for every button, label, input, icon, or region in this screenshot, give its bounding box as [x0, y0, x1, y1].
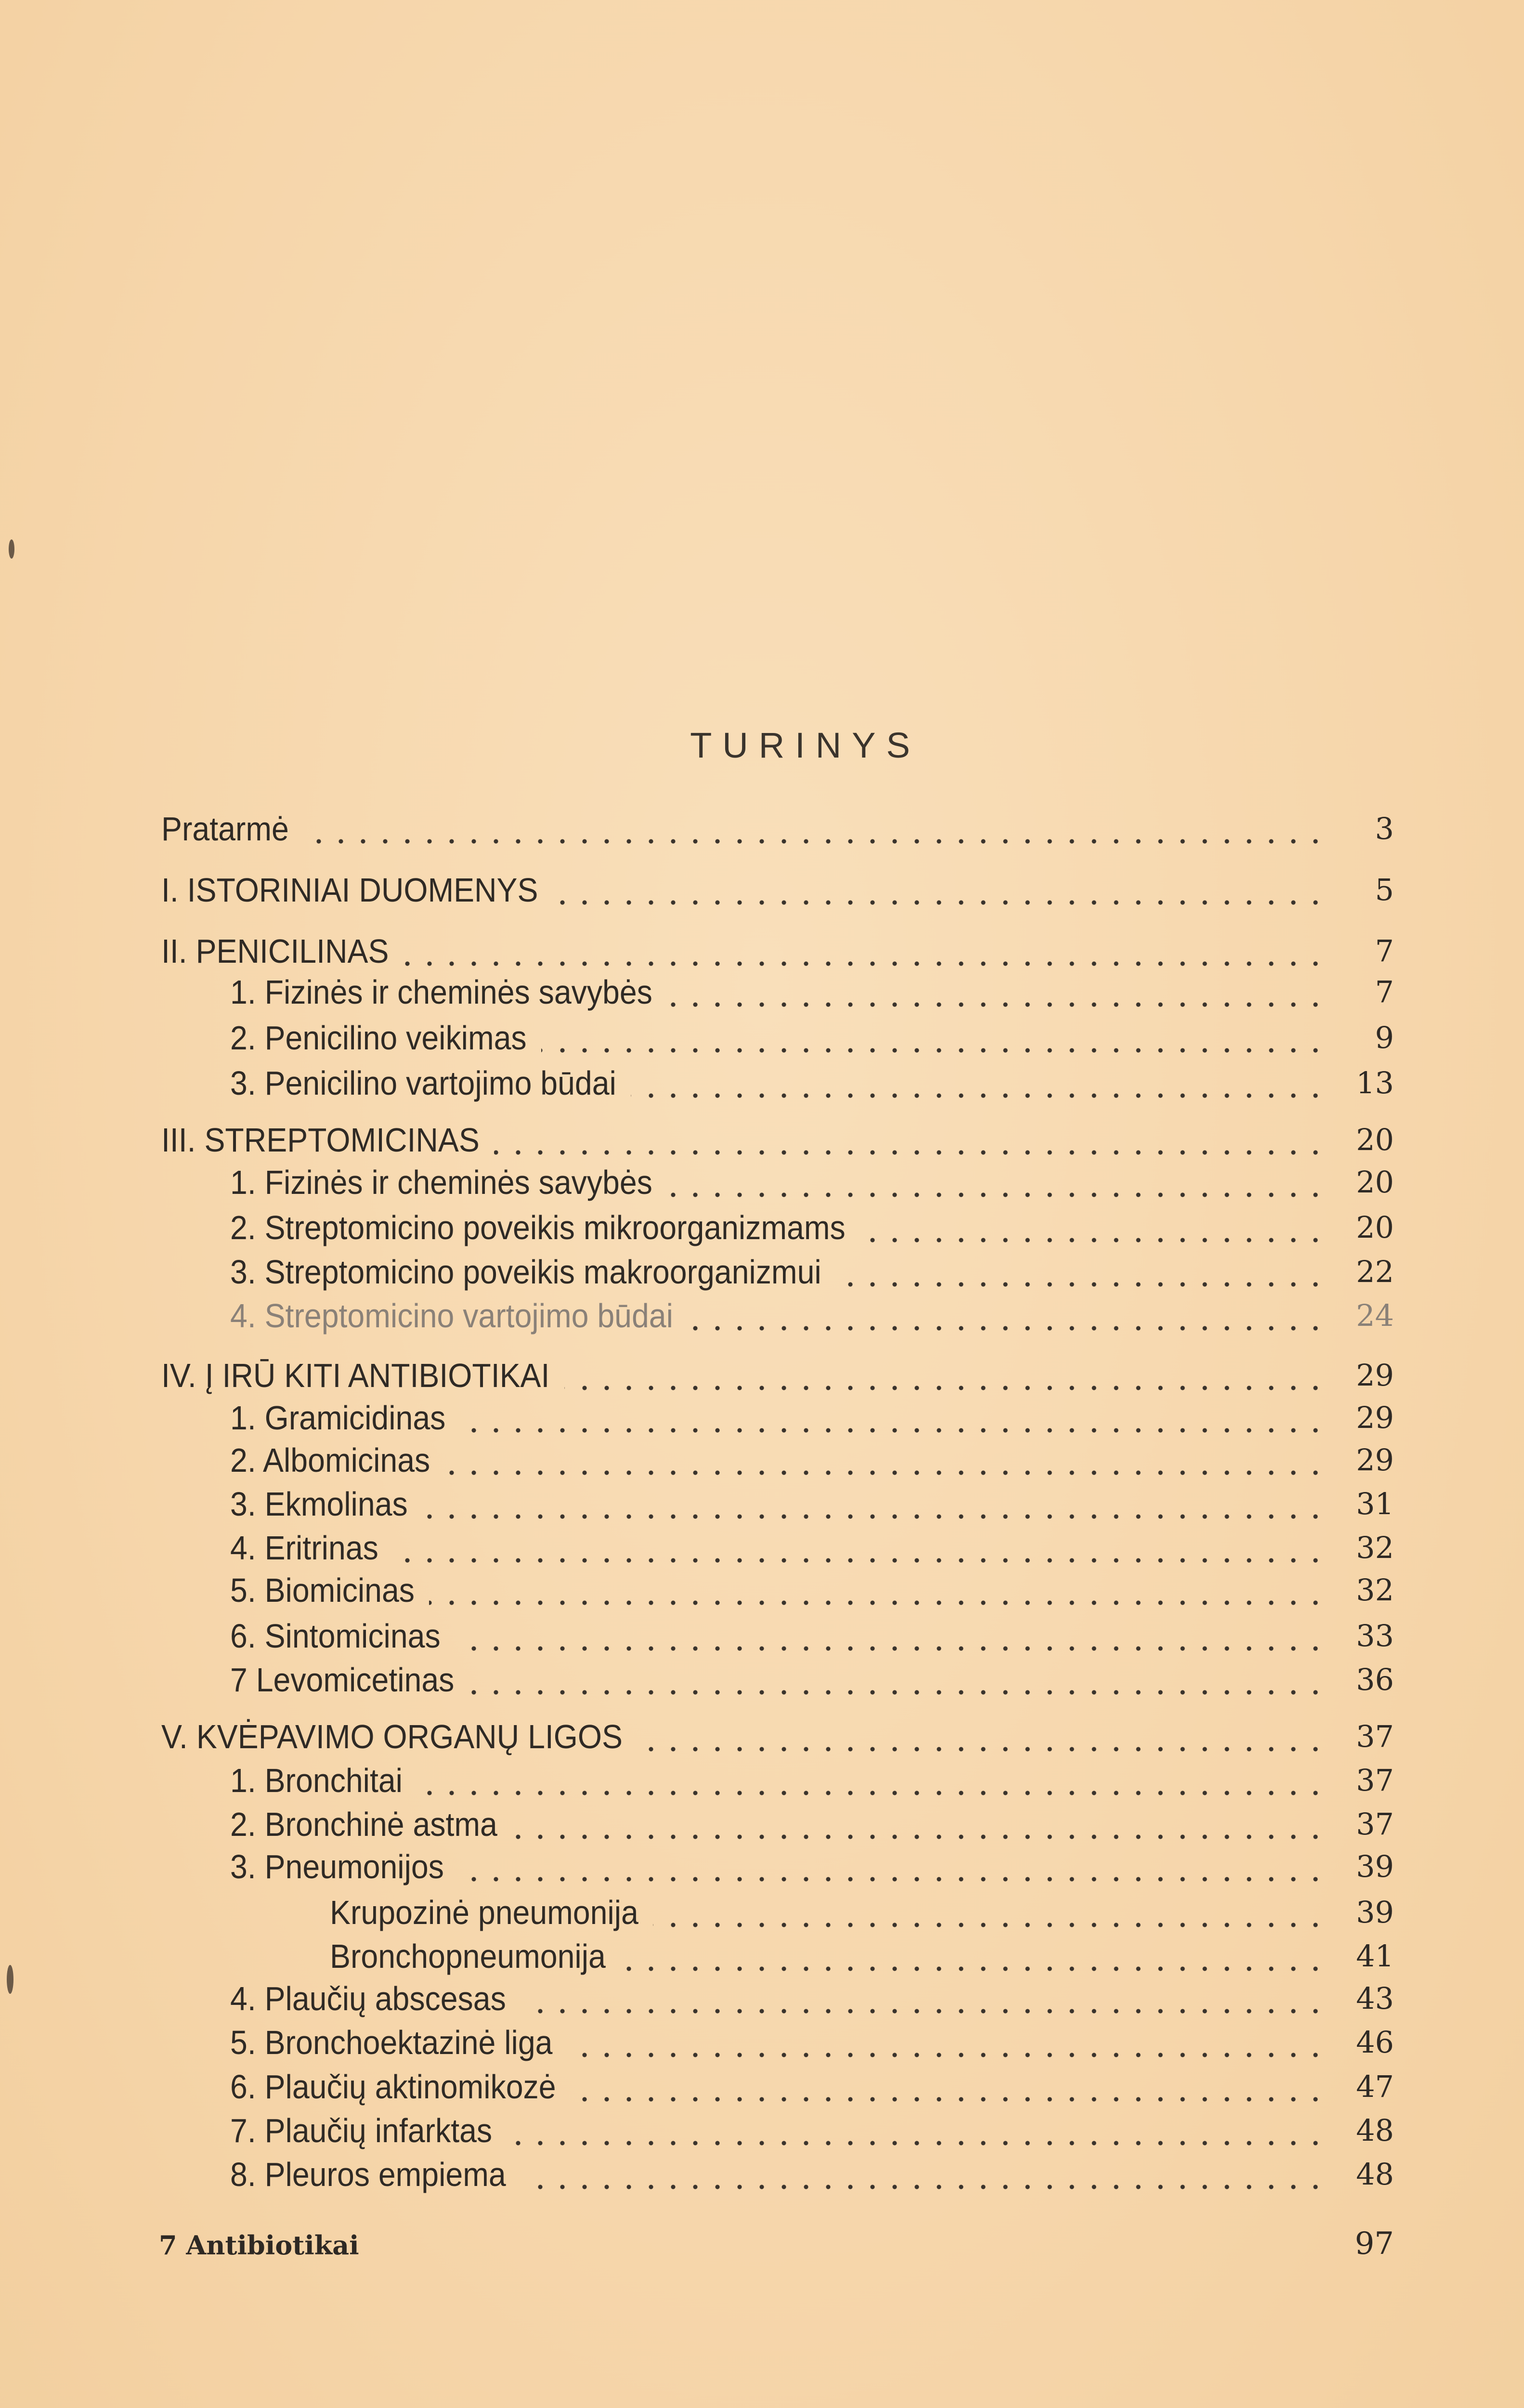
dot-leader	[422, 1482, 1327, 1526]
toc-entry-label: 1. Fizinės ir cheminės savybės	[230, 973, 652, 1011]
dot-leader	[521, 2153, 1327, 2196]
toc-entry-page: 47	[1356, 2069, 1394, 2104]
dot-leader	[564, 1354, 1327, 1397]
toc-entry-label: 1. Gramicidinas	[230, 1399, 446, 1437]
toc-entry	[0, 1759, 1524, 1802]
toc-entry	[0, 1935, 1524, 1978]
toc-entry-label: 4. Plaučių abscesas	[230, 1980, 506, 2017]
toc-entry-page: 37	[1356, 1763, 1394, 1798]
toc-entry	[0, 1250, 1524, 1294]
toc-entry	[0, 1396, 1524, 1440]
toc-entry	[0, 1845, 1524, 1888]
toc-entry	[0, 1061, 1524, 1105]
toc-entry-page: 29	[1356, 1358, 1394, 1393]
dot-leader	[541, 1016, 1327, 1060]
toc-entry-page: 31	[1356, 1486, 1394, 1521]
toc-entry-page: 37	[1356, 1806, 1394, 1842]
toc-entry-label: 5. Bronchoektazinė liga	[230, 2024, 553, 2061]
toc-entry-page: 33	[1356, 1618, 1394, 1653]
dot-leader	[460, 1396, 1327, 1440]
toc-entry	[0, 1658, 1524, 1701]
dot-leader	[860, 1206, 1327, 1249]
toc-entry-page: 36	[1356, 1662, 1394, 1697]
toc-entry	[0, 970, 1524, 1014]
dot-leader	[667, 970, 1327, 1014]
toc-entry-page: 9	[1375, 1020, 1394, 1055]
dot-leader	[688, 1294, 1327, 1337]
toc-entry-page: 20	[1356, 1122, 1394, 1157]
toc-entry	[0, 868, 1524, 912]
toc-entry-page: 20	[1356, 1165, 1394, 1200]
toc-entry-page: 20	[1356, 1210, 1394, 1245]
toc-entry-label: 3. Ekmolinas	[230, 1485, 408, 1523]
toc-entry-page: 24	[1356, 1298, 1394, 1333]
toc-entry-page: 43	[1356, 1981, 1394, 2016]
dot-leader	[637, 1715, 1327, 1758]
dot-leader	[521, 1977, 1327, 2020]
toc-entry-page: 7	[1375, 933, 1394, 968]
toc-entry-label: 4. Streptomicino vartojimo būdai	[230, 1297, 673, 1335]
dot-leader	[507, 2109, 1327, 2152]
dot-leader	[667, 1161, 1327, 1204]
toc-entry-label: 2. Bronchinė astma	[230, 1806, 497, 1843]
toc-entry	[0, 1614, 1524, 1658]
toc-entry-label: 1. Fizinės ir cheminės savybės	[230, 1164, 652, 1201]
toc-entry-label: 6. Plaučių aktinomikozė	[230, 2068, 556, 2106]
dot-leader	[567, 2021, 1327, 2064]
dot-leader	[303, 807, 1327, 851]
toc-entry-label: II. PENICILINAS	[161, 932, 389, 970]
dot-leader	[653, 1891, 1327, 1934]
toc-entry-page: 7	[1375, 974, 1394, 1009]
dot-leader	[417, 1759, 1327, 1802]
toc-entry-page: 5	[1375, 872, 1394, 907]
toc-entry-label: 7 Levomicetinas	[230, 1661, 455, 1699]
toc-entry-label: 3. Penicilino vartojimo būdai	[230, 1064, 616, 1102]
toc-entry-label: 2. Streptomicino poveikis mikroorganizmams	[230, 1209, 846, 1246]
toc-entry-page: 32	[1356, 1572, 1394, 1608]
toc-entry-page: 46	[1356, 2025, 1394, 2060]
dot-leader	[393, 1526, 1327, 1570]
toc-entry	[0, 1439, 1524, 1482]
toc-entry	[0, 2109, 1524, 2152]
dot-leader	[458, 1845, 1327, 1888]
dot-leader	[494, 1118, 1327, 1162]
dot-leader	[836, 1250, 1327, 1294]
toc-entry-page: 3	[1375, 811, 1394, 846]
toc-entry	[0, 1977, 1524, 2020]
toc-entry-page: 32	[1356, 1530, 1394, 1565]
toc-entry-page: 41	[1356, 1938, 1394, 1974]
toc-entry	[0, 1118, 1524, 1162]
toc-entry	[0, 1482, 1524, 1526]
toc-entry-page: 48	[1356, 2113, 1394, 2148]
footer-page-number: 97	[1355, 2226, 1394, 2262]
toc-entry-page: 22	[1356, 1254, 1394, 1289]
toc-entry	[0, 1891, 1524, 1934]
toc-entry-label: 2. Penicilino veikimas	[230, 1019, 527, 1057]
toc-entry	[0, 1354, 1524, 1397]
toc-entry-label: 7. Plaučių infarktas	[230, 2112, 493, 2149]
toc-entry-label: 3. Streptomicino poveikis makroorganizmui	[230, 1253, 821, 1291]
dot-leader	[571, 2065, 1327, 2108]
toc-entry-page: 29	[1356, 1400, 1394, 1435]
toc-entry-label: I. ISTORINIAI DUOMENYS	[161, 871, 538, 909]
toc-entry-label: III. STREPTOMICINAS	[161, 1121, 480, 1159]
paper-speck	[7, 1965, 13, 1994]
page-title: TURINYS	[690, 725, 921, 765]
toc-entry-page: 39	[1356, 1849, 1394, 1884]
toc-entry	[0, 1803, 1524, 1846]
toc-entry	[0, 1526, 1524, 1570]
toc-entry-label: 2. Albomicinas	[230, 1441, 430, 1479]
dot-leader	[512, 1803, 1327, 1846]
toc-entry	[0, 1016, 1524, 1060]
toc-entry-page: 39	[1356, 1895, 1394, 1930]
toc-entry	[0, 1206, 1524, 1249]
toc-entry-label: 5. Biomicinas	[230, 1571, 415, 1609]
toc-entry-label: Krupozinė pneumonija	[330, 1894, 638, 1931]
dot-leader	[404, 929, 1327, 973]
toc-entry-label: 6. Sintomicinas	[230, 1617, 441, 1655]
dot-leader	[429, 1569, 1327, 1612]
toc-entry-label: 1. Bronchitai	[230, 1762, 403, 1799]
toc-entry-page: 13	[1356, 1065, 1394, 1100]
toc-entry-label: IV. Į IRŪ KITI ANTIBIOTIKAI	[161, 1357, 550, 1394]
toc-entry	[0, 1569, 1524, 1612]
toc-entry-label: V. KVĖPAVIMO ORGANŲ LIGOS	[161, 1718, 623, 1755]
toc-entry	[0, 2065, 1524, 2108]
footer-signature: 7 Antibiotikai	[159, 2230, 359, 2261]
toc-entry-page: 48	[1356, 2157, 1394, 2192]
dot-leader	[455, 1614, 1327, 1658]
toc-entry	[0, 929, 1524, 973]
toc-entry-label: 3. Pneumonijos	[230, 1848, 444, 1885]
toc-entry	[0, 2021, 1524, 2064]
dot-leader	[469, 1658, 1327, 1701]
toc-entry-page: 29	[1356, 1442, 1394, 1478]
dot-leader	[620, 1935, 1327, 1978]
toc-entry	[0, 1294, 1524, 1337]
toc-entry-label: 4. Eritrinas	[230, 1529, 378, 1567]
toc-entry	[0, 1715, 1524, 1758]
toc-entry-label: Bronchopneumonija	[330, 1937, 606, 1975]
dot-leader	[631, 1061, 1327, 1105]
toc-entry-page: 37	[1356, 1719, 1394, 1754]
dot-leader	[445, 1439, 1327, 1482]
toc-entry	[0, 1161, 1524, 1204]
toc-entry	[0, 807, 1524, 851]
dot-leader	[553, 868, 1327, 912]
toc-entry-label: 8. Pleuros empiema	[230, 2156, 506, 2193]
toc-entry	[0, 2153, 1524, 2196]
toc-entry-label: Pratarmė	[161, 810, 289, 848]
paper-speck	[9, 539, 14, 559]
